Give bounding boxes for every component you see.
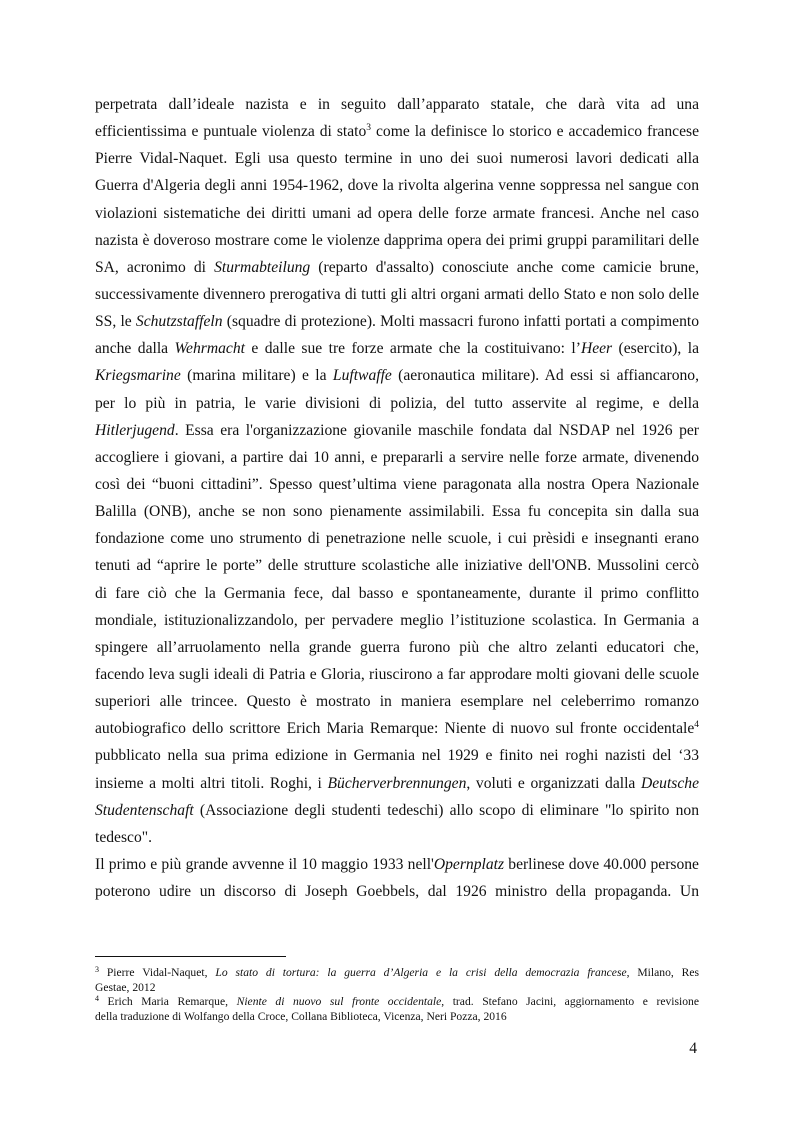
text-run: (squadre di protezione). Molti massacri furono infatti portati a compimento xyxy=(222,313,699,331)
italic-title: Niente di nuovo sul fronte occidentale xyxy=(236,995,442,1009)
text-line xyxy=(95,525,699,552)
text-line xyxy=(95,227,699,254)
footnote-separator xyxy=(95,956,286,957)
text-run: Guerra d'Algeria degli anni 1954-1962, dove la rivolta algerina venne soppressa nel sangue con xyxy=(95,177,699,195)
italic-term: Opernplatz xyxy=(433,855,505,873)
text-run: accogliere i giovani, a partire dai 10 anni, e prepararli a servire nelle forze armate, divenendo xyxy=(95,448,699,466)
text-run: così dei “buoni cittadini”. Spesso quest’ultima viene paragonata alla nostra Opera Nazionale xyxy=(95,475,699,493)
text-line xyxy=(95,281,699,308)
text-line xyxy=(95,145,699,172)
text-line xyxy=(95,335,699,362)
footnotes xyxy=(95,966,699,1024)
text-run: poterono udire un discorso di Joseph Goebbels, dal 1926 ministro della propaganda. Un xyxy=(95,883,699,901)
text-line xyxy=(95,498,699,525)
text-line xyxy=(95,254,699,281)
text-run: berlinese dove 40.000 persone xyxy=(504,855,699,873)
text-run: fondazione come uno strumento di penetrazione nelle scuole, i cui prèsidi e insegnanti erano xyxy=(95,530,699,548)
text-run: , voluti e organizzati dalla xyxy=(466,774,641,792)
italic-term: Wehrmacht xyxy=(174,340,245,358)
text-run: Erich Maria Remarque, xyxy=(99,995,237,1009)
text-run: pubblicato nella sua prima edizione in Germania nel 1929 e finito nei roghi nazisti del ‘33 xyxy=(95,747,699,765)
footnote-line xyxy=(95,981,699,996)
text-line xyxy=(95,362,699,389)
text-run: (aeronautica militare). Ad essi si affiancarono, xyxy=(391,367,699,385)
text-run: anche dalla xyxy=(95,340,175,358)
text-run: SA, acronimo di xyxy=(95,258,215,276)
text-run: efficientissima e puntuale violenza di stato xyxy=(95,123,367,141)
text-run: per lo più in patria, le varie divisioni di polizia, del tutto asservite al regime, e della xyxy=(95,394,699,412)
footnote-number: 4 xyxy=(95,994,99,1004)
text-line xyxy=(95,390,699,417)
italic-term: Bücherverbrennungen xyxy=(327,774,467,792)
text-line xyxy=(95,91,699,118)
text-line xyxy=(95,471,699,498)
footnote-ref-3[interactable]: 3 xyxy=(366,123,372,134)
text-line xyxy=(95,824,699,851)
text-run: . Essa era l'organizzazione giovanile maschile fondata dal NSDAP nel 1926 per xyxy=(174,421,699,439)
text-line xyxy=(95,200,699,227)
body-text xyxy=(95,91,699,905)
italic-term: Hitlerjugend xyxy=(95,421,175,439)
footnote-line xyxy=(95,995,699,1010)
text-run: nazista è doveroso mostrare come le violenze dapprima opera dei primi gruppi paramilitari delle xyxy=(95,231,699,249)
text-run: (reparto d'assalto) conosciute anche come camicie brune, xyxy=(310,258,699,276)
text-line xyxy=(95,417,699,444)
text-run: di fare ciò che la Germania fece, dal basso e spontaneamente, durante il primo conflitto xyxy=(95,584,699,602)
text-run: insieme a molti altri titoli. Roghi, i xyxy=(95,774,328,792)
italic-term: Kriegsmarine xyxy=(95,367,181,385)
text-run: della traduzione di Wolfango della Croce, Collana Biblioteca, Vicenza, Neri Pozza, 2016 xyxy=(95,1009,507,1023)
text-run: (Associazione degli studenti tedeschi) allo scopo di eliminare "lo spirito non xyxy=(193,801,699,819)
text-line xyxy=(95,742,699,769)
italic-term: Sturmabteilung xyxy=(214,258,311,276)
text-run: perpetrata dall’ideale nazista e in seguito dall’apparato statale, che darà vita ad una xyxy=(95,96,699,113)
text-run: Gestae, 2012 xyxy=(95,980,156,994)
text-line xyxy=(95,444,699,471)
text-line xyxy=(95,580,699,607)
text-line xyxy=(95,552,699,579)
text-line xyxy=(95,797,699,824)
footnote-number: 3 xyxy=(95,965,99,974)
text-run: tedesco". xyxy=(95,828,153,846)
text-run: come la definisce lo storico e accademico francese xyxy=(371,123,699,141)
text-run: Pierre Vidal-Naquet. Egli usa questo termine in uno dei suoi numerosi lavori dedicati alla xyxy=(95,150,699,168)
text-line xyxy=(95,851,699,878)
text-run: mondiale, istituzionalizzandolo, per pervadere meglio l’istituzione scolastica. In Germania a xyxy=(95,611,699,629)
italic-title: Lo stato di tortura: la guerra d’Algeria e la crisi della democrazia francese xyxy=(215,966,627,979)
italic-term: Deutsche xyxy=(640,774,699,792)
text-line xyxy=(95,661,699,688)
italic-term: Schutzstaffeln xyxy=(135,313,223,331)
text-run: , trad. Stefano Jacini, aggiornamento e revisione xyxy=(441,995,699,1009)
text-line xyxy=(95,770,699,797)
footnote-line xyxy=(95,1010,699,1025)
text-run: successivamente divennero prerogativa di tutti gli altri organi armati dello Stato e non solo delle xyxy=(95,285,699,303)
text-run: SS, le xyxy=(95,313,136,331)
text-line xyxy=(95,878,699,905)
text-run: Il primo e più grande avvenne il 10 maggio 1933 nell' xyxy=(95,855,434,873)
text-run: tenuti ad “aprire le porte” delle strutture scolastiche alle iniziative dell'ONB. Mussolini cercò xyxy=(95,557,699,575)
text-run: facendo leva sugli ideali di Patria e Gloria, riuscirono a far approdare molti giovani delle scuole xyxy=(95,665,699,683)
footnote-ref-4[interactable]: 4 xyxy=(694,720,699,731)
text-line xyxy=(95,172,699,199)
text-run: Pierre Vidal-Naquet, xyxy=(99,966,216,979)
text-line xyxy=(95,308,699,335)
text-line xyxy=(95,607,699,634)
text-run: e dalle sue tre forze armate che la costituivano: l’ xyxy=(244,340,581,358)
text-run: violazioni sistematiche dei diritti umani ad opera delle forze armate francesi. Anche nel caso xyxy=(95,204,699,222)
italic-term: Luftwaffe xyxy=(332,367,392,385)
text-run: autobiografico dello scrittore Erich Maria Remarque: Niente di nuovo sul fronte occidentale xyxy=(95,720,695,738)
text-line xyxy=(95,118,699,145)
text-run: superiori alle trincee. Questo è mostrato in maniera esemplare nel celeberrimo romanzo xyxy=(95,693,699,711)
text-line xyxy=(95,634,699,661)
text-run: , Milano, Res xyxy=(626,966,700,979)
text-run: (esercito), la xyxy=(612,340,699,358)
text-line xyxy=(95,688,699,715)
italic-term: Heer xyxy=(580,340,613,358)
text-run: Balilla (ONB), anche se non sono pienamente assimilabili. Essa fu concepita sin dalla sua xyxy=(95,503,699,521)
page-number: 4 xyxy=(689,1040,697,1057)
text-run: spingere all’arruolamento nella grande guerra furono più che altro zelanti educatori che, xyxy=(95,638,699,656)
footnote-line xyxy=(95,966,699,981)
italic-term: Studentenschaft xyxy=(95,801,194,819)
text-line xyxy=(95,715,699,742)
text-run: (marina militare) e la xyxy=(180,367,333,385)
